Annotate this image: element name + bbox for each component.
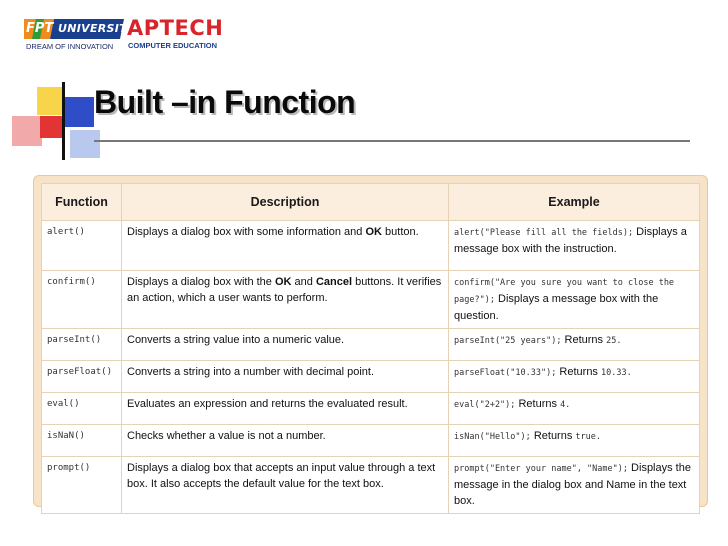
- table-row: [42, 393, 700, 425]
- description-cell: Checks whether a value is not a number.: [122, 425, 449, 457]
- table-row: [42, 425, 700, 457]
- table-row: [42, 271, 700, 329]
- column-header-description: Description: [122, 184, 449, 221]
- example-cell: isNan("Hello"); Returns true.: [449, 425, 700, 457]
- function-name-cell: parseInt(): [42, 329, 122, 361]
- table-row: [42, 361, 700, 393]
- table-row: [42, 457, 700, 514]
- example-cell: eval("2+2"); Returns 4.: [449, 393, 700, 425]
- fpt-mark-text: FPT: [26, 21, 54, 36]
- decor-blue-square: [64, 97, 94, 127]
- example-cell: parseFloat("10.33"); Returns 10.33.: [449, 361, 700, 393]
- example-cell: parseInt("25 years"); Returns 25.: [449, 329, 700, 361]
- fpt-university-text: UNIVERSITY: [58, 22, 136, 35]
- decor-pink-square: [12, 116, 42, 146]
- decor-yellow-square: [37, 87, 63, 115]
- example-cell: confirm("Are you sure you want to close the page?"); Displays a message box with the question.: [449, 271, 700, 329]
- function-name-cell: isNaN(): [42, 425, 122, 457]
- slide-title: Built –in Function: [94, 84, 356, 120]
- column-header-function: Function: [42, 184, 122, 221]
- example-cell: alert("Please fill all the fields); Displays a message box with the instruction.: [449, 221, 700, 271]
- table-row: [42, 329, 700, 361]
- fpt-university-logo: [24, 16, 136, 54]
- decor-red-square: [40, 116, 63, 138]
- description-cell: Converts a string value into a numeric value.: [122, 329, 449, 361]
- column-header-example: Example: [449, 184, 700, 221]
- title-underline: [94, 140, 690, 142]
- decor-lightblue-square: [70, 130, 100, 158]
- function-table-panel: [33, 175, 708, 507]
- description-cell: Displays a dialog box that accepts an input value through a text box. It also accepts the default value for the text box.: [122, 457, 449, 514]
- function-name-cell: eval(): [42, 393, 122, 425]
- aptech-logo: [127, 17, 227, 53]
- example-cell: prompt("Enter your name", "Name"); Displays the message in the dialog box and Name in the text box.: [449, 457, 700, 514]
- aptech-subtitle: COMPUTER EDUCATION: [128, 41, 218, 50]
- function-name-cell: parseFloat(): [42, 361, 122, 393]
- table-row: [42, 221, 700, 271]
- function-name-cell: confirm(): [42, 271, 122, 329]
- fpt-tagline: DREAM OF INNOVATION: [26, 42, 114, 51]
- table-header-row: [42, 184, 700, 221]
- description-cell: Displays a dialog box with some information and OK button.: [122, 221, 449, 271]
- aptech-name: APTECH: [127, 16, 224, 40]
- description-cell: Displays a dialog box with the OK and Cancel buttons. It verifies an action, which a user wants to perform.: [122, 271, 449, 329]
- function-name-cell: alert(): [42, 221, 122, 271]
- description-cell: Evaluates an expression and returns the evaluated result.: [122, 393, 449, 425]
- function-table: [41, 183, 700, 514]
- decor-vertical-line: [62, 82, 65, 160]
- description-cell: Converts a string into a number with decimal point.: [122, 361, 449, 393]
- function-name-cell: prompt(): [42, 457, 122, 514]
